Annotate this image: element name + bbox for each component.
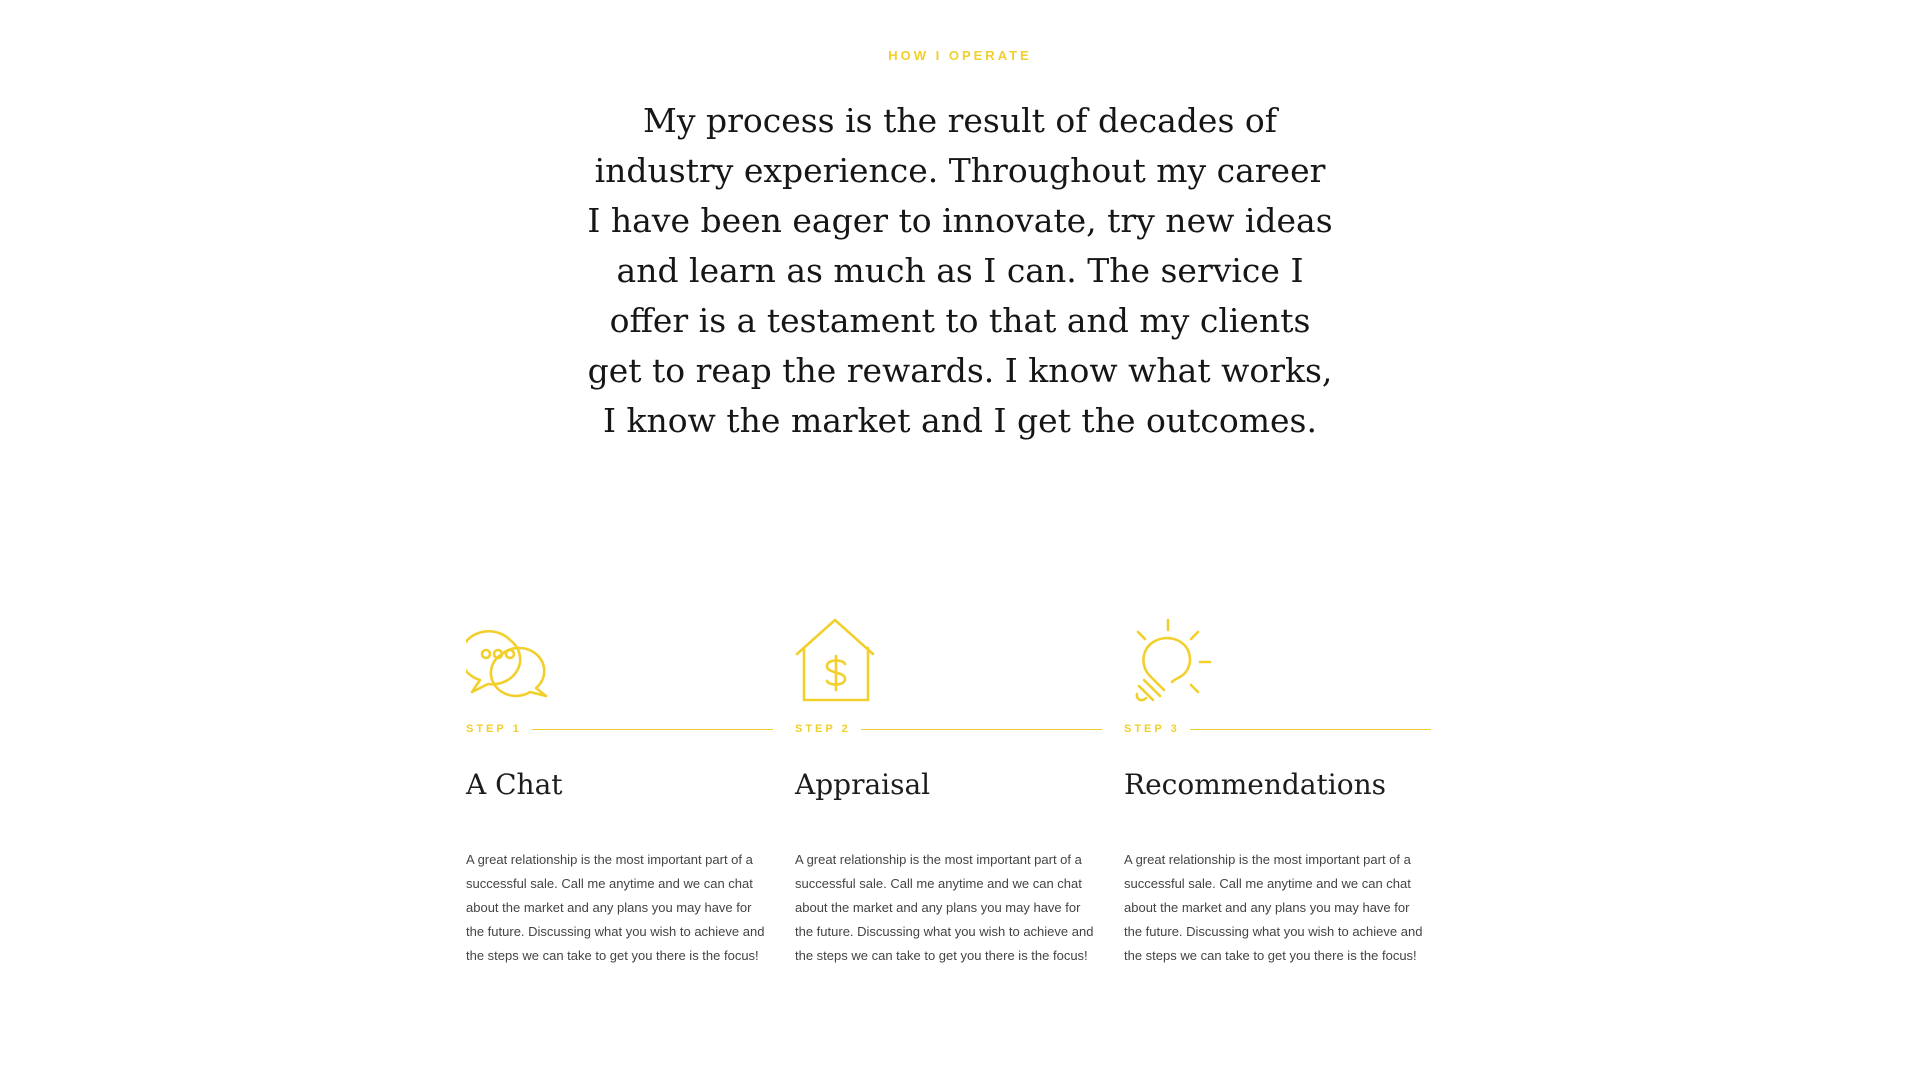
step-card-2	[795, 618, 1102, 968]
step-description: A great relationship is the most important part of a successful sale. Call me anytime and we can chat about the market and any plans you may have for the future. Discussing what you wish to achieve and the steps we can take to get you there is the focus!	[466, 852, 765, 963]
step-label: STEP 1	[466, 723, 522, 735]
step-description: A great relationship is the most important part of a successful sale. Call me anytime and we can chat about the market and any plans you may have for the future. Discussing what you wish to achieve and the steps we can take to get you there is the focus!	[1124, 852, 1423, 963]
step-rule-row	[1124, 720, 1431, 738]
chat-bubbles-icon	[466, 618, 773, 702]
divider-line	[532, 729, 773, 730]
step-title: Appraisal	[795, 768, 931, 801]
step-description: A great relationship is the most important part of a successful sale. Call me anytime and we can chat about the market and any plans you may have for the future. Discussing what you wish to achieve and the steps we can take to get you there is the focus!	[795, 852, 1094, 963]
divider-line	[861, 729, 1102, 730]
divider-line	[1190, 729, 1431, 730]
section-intro: My process is the result of decades of industry experience. Throughout my career I have been eager to innovate, try new ideas and learn as much as I can. The service I offer is a testament to that and my clients get to reap the rewards. I know what works, I know the market and I get the outcomes.	[587, 101, 1333, 440]
step-title: A Chat	[466, 768, 563, 801]
house-dollar-icon	[795, 618, 1102, 702]
step-label: STEP 2	[795, 723, 851, 735]
step-rule-row	[795, 720, 1102, 738]
lightbulb-icon	[1124, 618, 1431, 702]
steps-row	[466, 618, 1430, 968]
section-eyebrow: HOW I OPERATE	[888, 48, 1032, 63]
step-rule-row	[466, 720, 773, 738]
step-label: STEP 3	[1124, 723, 1180, 735]
step-title: Recommendations	[1124, 768, 1386, 801]
step-card-3	[1124, 618, 1431, 968]
step-card-1	[466, 618, 773, 968]
